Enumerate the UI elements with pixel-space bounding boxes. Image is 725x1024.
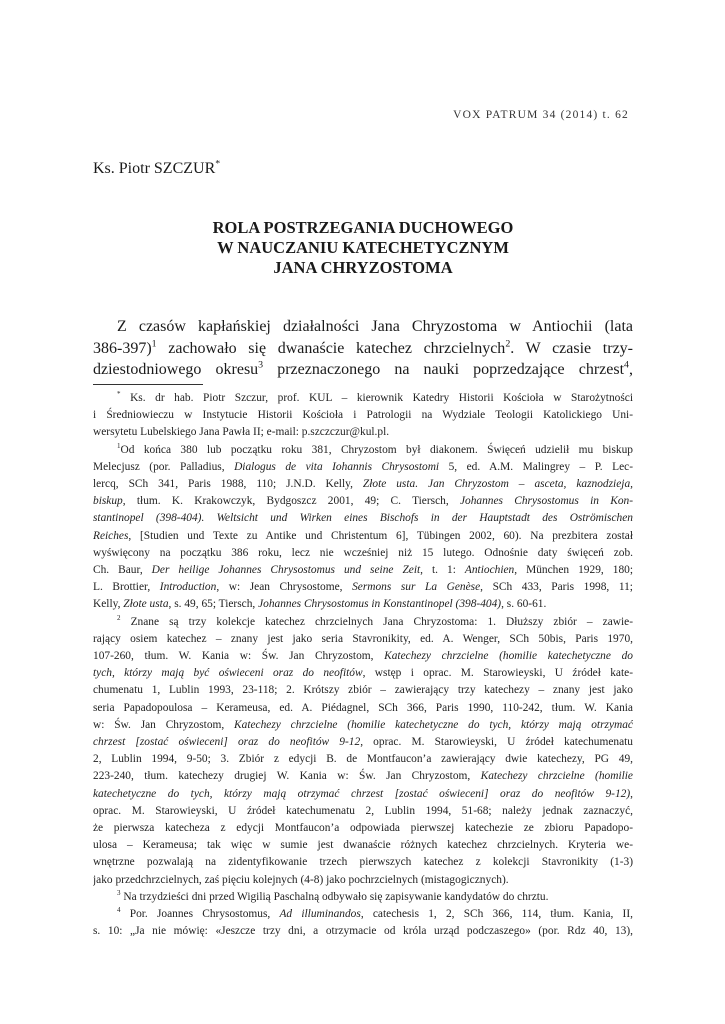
footnote-3: $^3$ Na trzydzieści dni przed Wigilią Paschalną odbywało się zapisywanie kandydatów do chrztu.	[117, 889, 549, 903]
author-footnote-mark: *	[215, 158, 221, 170]
body-line-3: dziestodniowego okresu$^3$ przeznaczonego na nauki poprzedzające chrzest$^4$,	[93, 359, 633, 378]
title-line-3: JANA CHRYZOSTOMA	[273, 258, 453, 277]
footnote-separator	[93, 384, 203, 385]
running-header: VOX PATRUM 34 (2014) t. 62	[453, 109, 629, 121]
article-title	[93, 218, 633, 278]
footnote-1: $^1$Od końca 380 lub początku roku 381, Chryzostom był diakonem. Święceń udzielił mu biskup Melecjusz (por. Palladius, Dialogus de vita Iohannis Chrysostomi 5, ed. A.M. Malingrey – P. Lec- lercq, SCh 341, Paris 1988, 110; J.N.D. Kelly, Złote usta. Jan Chryzostom – asceta, kaznodzieja, biskup, tłum. K. Krakowczyk, Bydgoszcz 2001, 49; C. Tiersch, Johannes Chrysostomus in Kon- stantinopel (398-404). Weltsicht und Wirken eines Bischofs in der Hauptstadt des Oströmischen Reiches, [Studien und Texte zu Antike und Christentum 6], Tübingen 2002, 60). Na prezbitera został wyświęcony na początku 386 roku, lecz nie wcześniej niż 15 lutego. Odnośnie daty święceń zob. Ch. Baur, Der heilige Johannes Chrysostomus und seine Zeit, t. 1: Antiochien, München 1929, 180; L. Brottier, Introduction, w: Jean Chrysostome, Sermons sur La Genèse, SCh 433, Paris 1998, 11; Kelly, Złote usta, s. 49, 65; Tiersch, Johannes Chrysostomus in Konstantinopel (398-404), s. 60-61.	[93, 441, 633, 611]
footnote-ref: 4	[624, 359, 629, 371]
footnote-ref: 3	[258, 359, 264, 371]
body-paragraph	[93, 316, 633, 381]
body-line-1: Z czasów kapłańskiej działalności Jana Chryzostoma w Antiochii (lata	[117, 318, 633, 335]
title-line-2: W NAUCZANIU KATECHETYCZNYM	[217, 238, 509, 257]
title-line-1: ROLA POSTRZEGANIA DUCHOWEGO	[212, 218, 514, 237]
footnote-ref: 1	[151, 338, 157, 350]
author-line	[93, 160, 220, 178]
footnote-4: $^4$ Por. Joannes Chrysostomus, Ad illuminandos, catechesis 1, 2, SCh 366, 114, tłum. Kania, II, s. 10: „Ja nie mówię: «Jeszcze trzy dni, a otrzymacie od króla urząd podczaszego» (por. Rdz 40, 13),	[93, 906, 633, 938]
footnote-author: * Ks. dr hab. Piotr Szczur, prof. KUL – kierownik Katedry Historii Kościoła w Starożytności i Średniowieczu w Instytucie Historii Kościoła i Patrologii na Wydziale Teologii Katolickiego Uni- wersytetu Lubelskiego Jana Pawła II; e-mail: p.szczczur@kul.pl.	[93, 390, 633, 439]
body-line-2: 386-397)$^1$ zachowało się dwanaście katechez chrzcielnych$^2$. W czasie trzy-	[93, 338, 633, 357]
footnotes	[93, 390, 633, 941]
footnote-2: $^2$ Znane są trzy kolekcje katechez chrzcielnych Jana Chryzostoma: 1. Dłuższy zbiór – zawie- rający osiem katechez – znany jest jako seria Stavronikity, ed. A. Wenger, SCh 50bis, Paris 1970, 107-260, tłum. W. Kania w: Św. Jan Chryzostom, Katechezy chrzcielne (homilie katechetyczne do tych, którzy mają być oświeceni oraz do neofitów, wstęp i oprac. M. Starowieyski, U źródeł kate- chumenatu 1, Lublin 1993, 23-118; 2. Krótszy zbiór – zawierający trzy katechezy – znany jest jako seria Papadopoulosa – Kerameusa, ed. A. Piédagnel, SCh 366, Paris 1990, 110-242, tłum. W. Kania w: Św. Jan Chryzostom, Katechezy chrzcielne (homilie katechetyczne do tych, którzy mają otrzymać chrzest [zostać oświeceni] oraz do neofitów 9-12, oprac. M. Starowieyski, U źródeł katechumenatu 2, Lublin 1994, 9-50; 3. Zbiór z edycji B. de Montfaucon’a zawierający dwie katechezy, PG 49, 223-240, tłum. katechezy drugiej W. Kania w: Św. Jan Chryzostom, Katechezy chrzcielne (homilie katechetyczne do tych, którzy mają otrzymać chrzest [zostać oświeceni] oraz do neofitów 9-12), oprac. M. Starowieyski, U źródeł katechumenatu 2, Lublin 1994, 51-68; należy jednak zaznaczyć, że pierwsza katecheza z edycji Montfaucon’a odpowiada pierwszej katechezie ze zbioru Papadopo- ulosa – Kerameusa; tak więc w sumie jest dwanaście różnych katechez chrzcielnych. Kryteria we- wnętrzne pozwalają na zidentyfikowanie trzech pierwszych katechez z kolekcji Stavronikity (1-3) jako przedchrzcielnych, zaś pięciu kolejnych (4-8) jako pochrzcielnych (mistagogicznych).	[93, 613, 633, 886]
author-name: Ks. Piotr SZCZUR	[93, 160, 216, 177]
footnote-ref: 2	[505, 338, 511, 350]
